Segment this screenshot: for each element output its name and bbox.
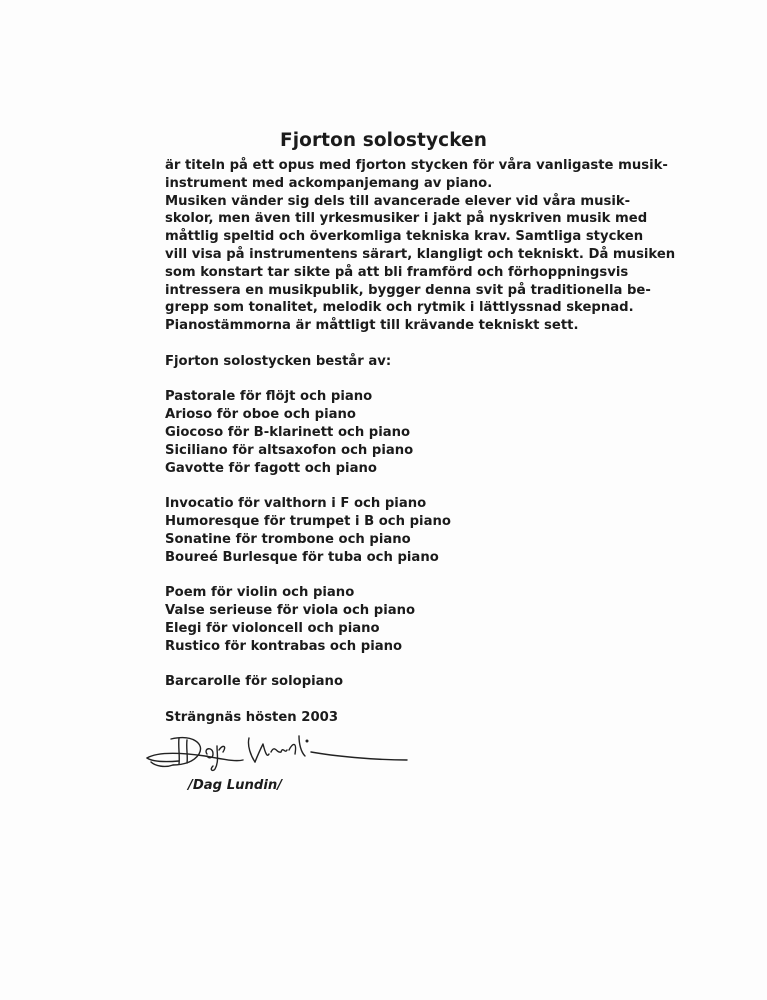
list-item: Poem för violin och piano (165, 585, 355, 601)
intro-line: måttlig speltid och överkomliga tekniska krav. Samtliga stycken (165, 229, 644, 245)
intro-line: Pianostämmorna är måttligt till krävande tekniskt sett. (165, 318, 579, 334)
list-item: Humoresque för trumpet i B och piano (165, 513, 451, 529)
piece-group-woodwinds (165, 388, 665, 477)
list-item: Valse serieuse för viola och piano (165, 602, 416, 618)
list-item: Siciliano för altsaxofon och piano (165, 442, 414, 458)
document-title: Fjorton solostycken (279, 130, 488, 151)
place-date: Strängnäs hösten 2003 (165, 709, 338, 725)
intro-line: instrument med ackompanjemang av piano. (165, 175, 493, 191)
list-item: Invocatio för valthorn i F och piano (165, 496, 427, 512)
piece-group-strings (165, 584, 665, 655)
list-item: Sonatine för trombone och piano (165, 531, 411, 547)
list-item: Elegi för violoncell och piano (165, 620, 380, 636)
list-item: Arioso för oboe och piano (165, 407, 356, 423)
list-item: Boureé Burlesque för tuba och piano (165, 549, 439, 565)
intro-paragraph (165, 157, 676, 335)
intro-line: intressera en musikpublik, bygger denna svit på traditionella be- (165, 282, 651, 298)
handwritten-signature (143, 732, 413, 772)
piece-group-brass (165, 495, 665, 566)
intro-line: vill visa på instrumentens särart, klangligt och tekniskt. Då musiken (165, 246, 676, 262)
list-item: Giocoso för B-klarinett och piano (165, 424, 411, 440)
intro-line: Musiken vänder sig dels till avancerade elever vid våra musik- (165, 193, 631, 209)
signer-name: /Dag Lundin/ (188, 778, 283, 793)
list-item: Rustico för kontrabas och piano (165, 638, 403, 654)
document-body (165, 157, 676, 727)
list-item: Pastorale för flöjt och piano (165, 389, 373, 405)
intro-line: är titeln på ett opus med fjorton stycken för våra vanligaste musik- (165, 158, 668, 173)
intro-line: skolor, men även till yrkesmusiker i jakt på nyskriven musik med (165, 211, 648, 227)
intro-line: som konstart tar sikte på att bli framförd och förhoppningsvis (165, 264, 629, 280)
list-intro: Fjorton solostycken består av: (165, 353, 392, 369)
piece-group-piano (165, 673, 665, 691)
list-item: Barcarolle för solopiano (165, 674, 343, 690)
list-item: Gavotte för fagott och piano (165, 460, 377, 476)
intro-line: grepp som tonalitet, melodik och rytmik i lättlyssnad skepnad. (165, 300, 634, 316)
